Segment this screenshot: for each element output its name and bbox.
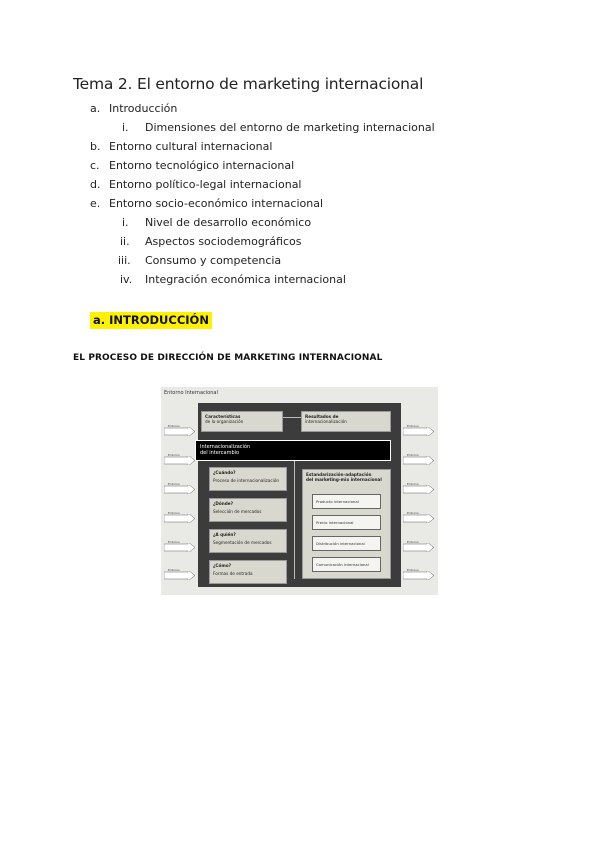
arrow-out-icon: [403, 450, 435, 459]
question-title: ¿Cuándo?: [213, 470, 236, 475]
list-marker: e.: [90, 197, 101, 210]
question-box: [209, 529, 287, 553]
question-sub: Proceso de internacionalización: [213, 478, 280, 483]
list-text: Aspectos sociodemográficos: [145, 235, 302, 248]
arrow-label: Entorno: [168, 511, 180, 515]
arrow-label: Entorno: [168, 568, 180, 572]
bar-line-2: del intercambio: [200, 450, 240, 456]
page-title: Tema 2. El entorno de marketing internacional: [73, 75, 424, 93]
question-box: [209, 560, 287, 584]
results-sub: internacionalización: [305, 419, 347, 424]
connector: [283, 417, 301, 418]
mix-box: Precio internacional: [312, 515, 381, 530]
list-text: Entorno socio-económico internacional: [109, 197, 324, 210]
arrow-in-icon: [164, 421, 196, 430]
arrow-in-icon: [164, 479, 196, 488]
section-heading: a. INTRODUCCIÓN: [90, 312, 212, 329]
subheading: EL PROCESO DE DIRECCIÓN DE MARKETING INTERNACIONAL: [73, 353, 383, 363]
arrow-label: Entorno: [407, 453, 419, 457]
question-sub: Selección de mercados: [213, 509, 262, 514]
question-title: ¿Dónde?: [213, 501, 234, 506]
arrow-in-icon: [164, 508, 196, 517]
list-text: Consumo y competencia: [145, 254, 282, 267]
arrow-label: Entorno: [407, 568, 419, 572]
arrow-in-icon: [164, 450, 196, 459]
arrow-out-icon: [403, 537, 435, 546]
connector: [294, 461, 295, 579]
strategy-sub: del marketing-mix internacional: [306, 477, 382, 482]
organization-title: Características: [205, 414, 241, 419]
arrow-out-icon: [403, 565, 435, 574]
list-text: Introducción: [109, 102, 178, 115]
question-box: [209, 467, 287, 491]
list-marker: a.: [90, 102, 101, 115]
question-title: ¿Cómo?: [213, 563, 232, 568]
list-marker: d.: [90, 178, 101, 191]
arrow-label: Entorno: [168, 453, 180, 457]
arrow-label: Entorno: [168, 540, 180, 544]
arrow-label: Entorno: [168, 482, 180, 486]
mix-box: Distribución internacional: [312, 536, 381, 551]
results-title: Resultados de: [305, 414, 339, 419]
list-text: Integración económica internacional: [145, 273, 346, 286]
results-box: [301, 411, 391, 432]
list-marker: iii.: [118, 254, 131, 267]
environment-label: Entorno Internacional: [164, 390, 218, 396]
list-text: Entorno tecnológico internacional: [109, 159, 295, 172]
list-marker: ii.: [120, 235, 130, 248]
question-title: ¿A quién?: [213, 532, 236, 537]
arrow-label: Entorno: [407, 424, 419, 428]
arrow-label: Entorno: [407, 511, 419, 515]
strategy-title: Estandarización-adaptación: [306, 472, 372, 477]
mix-box: Producto internacional: [312, 494, 381, 509]
mix-box: Comunicación internacional: [312, 557, 381, 572]
list-text: Nivel de desarrollo económico: [145, 216, 312, 229]
arrow-label: Entorno: [407, 540, 419, 544]
list-text: Dimensiones del entorno de marketing internacional: [145, 121, 435, 134]
arrow-label: Entorno: [407, 482, 419, 486]
list-text: Entorno cultural internacional: [109, 140, 273, 153]
question-sub: Formas de entrada: [213, 571, 253, 576]
arrow-label: Entorno: [168, 424, 180, 428]
list-marker: c.: [90, 159, 100, 172]
list-text: Entorno político-legal internacional: [109, 178, 302, 191]
marketing-process-diagram: [161, 387, 438, 595]
list-marker: i.: [122, 216, 129, 229]
list-marker: iv.: [120, 273, 133, 286]
arrow-out-icon: [403, 508, 435, 517]
arrow-in-icon: [164, 537, 196, 546]
bar-line-1: Internacionalización: [200, 444, 251, 450]
arrow-in-icon: [164, 565, 196, 574]
question-box: [209, 498, 287, 522]
internationalization-bar: [195, 440, 391, 461]
organization-box: [201, 411, 283, 432]
organization-sub: de la organización: [205, 419, 244, 424]
list-marker: i.: [122, 121, 129, 134]
arrow-out-icon: [403, 479, 435, 488]
list-marker: b.: [90, 140, 101, 153]
arrow-out-icon: [403, 421, 435, 430]
question-sub: Segmentación de mercados: [213, 540, 272, 545]
